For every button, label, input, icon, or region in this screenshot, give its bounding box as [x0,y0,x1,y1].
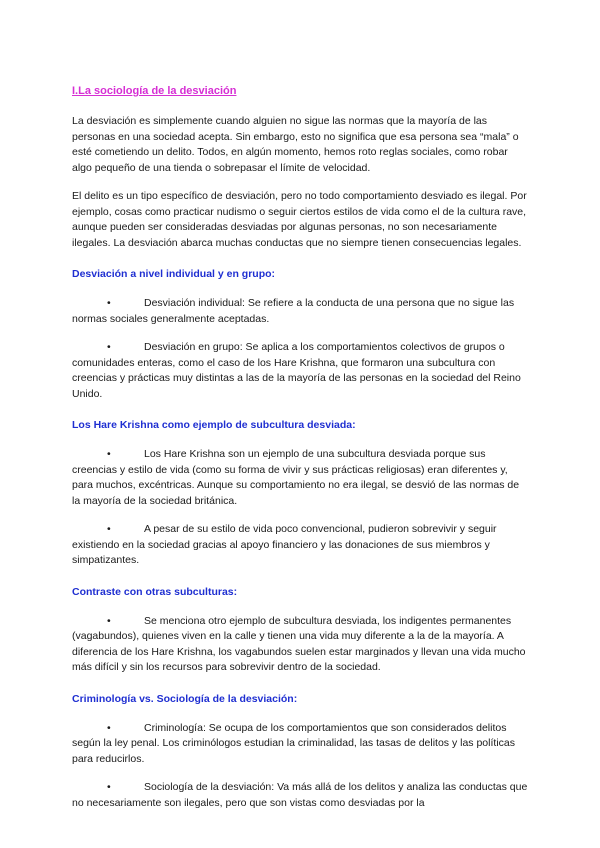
bullet-text: Se menciona otro ejemplo de subcultura desviada, los indigentes permanentes (vagabundos), quienes viven en la calle y tienen una vida muy diferente a la de la mayoría. A diferencia de los Hare Krishna, los vagabundos suelen estar marginados y llevan una vida mucho más difícil y sin los recursos para sobrevivir dentro de la sociedad. [72,614,526,673]
bullet-item [72,340,528,402]
bullet-text: Criminología: Se ocupa de los comportamientos que son considerados delitos según la ley penal. Los criminólogos estudian la criminalidad, las tasas de delitos y las políticas para reducirlos. [72,721,515,765]
bullet-marker: • [107,297,111,309]
section-heading: Criminología vs. Sociología de la desviación: [72,692,298,705]
section-heading: Desviación a nivel individual y en grupo: [72,268,276,280]
bullet-item [72,721,528,768]
document-title: I.La sociología de la desviación [72,85,237,97]
bullet-item [72,522,528,569]
bullet-text: A pesar de su estilo de vida poco convencional, pudieron sobrevivir y seguir existiendo en la sociedad gracias al apoyo financiero y las donaciones de sus miembros y simpatizantes. [72,523,497,566]
bullet-text: Desviación en grupo: Se aplica a los comportamientos colectivos de grupos o comunidades enteras, como el caso de los Hare Krishna, que formaron una subcultura con creencias y prácticas muy distintas a las de la mayoría de las personas en la sociedad del Reino Unido. [72,341,521,400]
bullet-item [72,296,528,327]
intro-paragraph: El delito es un tipo específico de desviación, pero no todo comportamiento desviado es ilegal. Por ejemplo, cosas como practicar nudismo o seguir ciertos estilos de vida como el de la cultura rave, aunque pueden ser consideradas desviadas por algunas personas, no son necesariamente ilegales. La desviación abarca muchas conductas que no siempre tienen consecuencias legales. [72,190,527,249]
bullet-item [72,447,528,509]
bullet-marker: • [107,523,111,535]
bullet-marker: • [107,341,111,353]
bullet-item [72,614,528,676]
bullet-text: Desviación individual: Se refiere a la conducta de una persona que no sigue las normas sociales generalmente aceptadas. [72,297,515,325]
bullet-text: Sociología de la desviación: Va más allá de los delitos y analiza las conductas que no necesariamente son ilegales, pero que son vistas como desviadas por la [72,781,528,809]
bullet-marker: • [107,721,111,734]
section-heading: Los Hare Krishna como ejemplo de subcultura desviada: [72,419,356,431]
bullet-item [72,780,528,811]
bullet-text: Los Hare Krishna son un ejemplo de una subcultura desviada porque sus creencias y estilo de vida (como su forma de vivir y sus prácticas religiosas) eran diferentes y, para muchos, excéntricas. Aunque su comportamiento no era ilegal, se desvió de las normas de la mayoría de la sociedad británica. [72,448,520,507]
intro-paragraph: La desviación es simplemente cuando alguien no sigue las normas que la mayoría de las personas en una sociedad acepta. Sin embargo, esto no significa que esa persona sea “mala” o esté cometiendo un delito. Todos, en algún momento, hemos roto reglas sociales, como robar algo pequeño de una tienda o sobrepasar el límite de velocidad. [72,115,519,174]
bullet-marker: • [107,448,111,460]
bullet-marker: • [107,614,111,627]
bullet-marker: • [107,781,111,793]
section-heading: Contraste con otras subculturas: [72,585,238,598]
